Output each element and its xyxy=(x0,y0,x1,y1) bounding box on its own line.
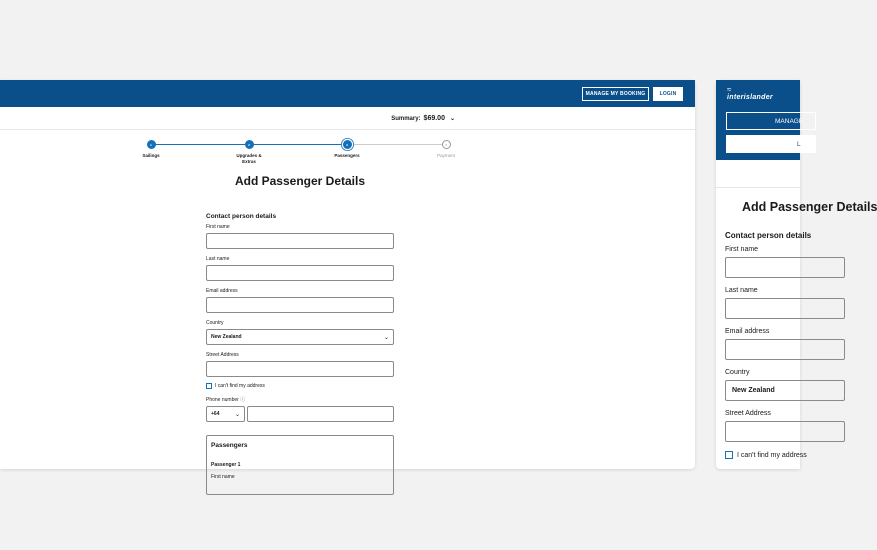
phone-code-value: +64 xyxy=(211,411,220,417)
mobile-summary-bar xyxy=(716,160,800,188)
summary-bar xyxy=(0,107,695,130)
chevron-down-icon: ⌄ xyxy=(234,411,240,418)
passengers-card xyxy=(206,435,394,495)
step-dot: 1 xyxy=(147,140,156,149)
mobile-email-label: Email address xyxy=(725,328,770,335)
cant-find-address-checkbox[interactable] xyxy=(206,383,394,389)
mobile-form xyxy=(725,200,877,459)
step-label: Payment xyxy=(437,153,455,158)
first-name-label: First name xyxy=(206,224,230,230)
step-sailings[interactable] xyxy=(121,140,181,159)
step-payment xyxy=(416,140,476,159)
chevron-down-icon: ⌄ xyxy=(383,334,389,341)
step-label: Sailings xyxy=(142,153,160,158)
login-button[interactable]: LOGIN xyxy=(653,87,683,101)
phone-label-row xyxy=(206,396,394,403)
mobile-login-button[interactable]: L xyxy=(726,135,816,153)
mobile-last-name-label: Last name xyxy=(725,287,758,294)
mobile-page-title: Add Passenger Details xyxy=(742,200,877,214)
phone-label: Phone number xyxy=(206,397,239,403)
last-name-field[interactable] xyxy=(206,265,394,281)
chevron-down-icon: ⌄ xyxy=(449,116,455,122)
summary-toggle[interactable] xyxy=(391,115,455,122)
ship-icon: ≈ xyxy=(727,85,732,94)
country-value: New Zealand xyxy=(211,334,242,340)
mobile-manage-booking-button[interactable]: MANAGE xyxy=(726,112,816,130)
mobile-first-name-field[interactable] xyxy=(725,257,845,278)
phone-number-field[interactable] xyxy=(247,406,394,422)
mobile-booking-panel xyxy=(716,80,877,469)
desktop-booking-panel xyxy=(0,80,695,480)
cant-find-address-label: I can't find my address xyxy=(215,383,265,389)
step-label: Passengers xyxy=(334,153,360,158)
country-label: Country xyxy=(206,320,224,326)
email-label: Email address xyxy=(206,288,238,294)
section-title: Contact person details xyxy=(206,213,277,220)
manage-booking-button[interactable]: MANAGE MY BOOKING xyxy=(582,87,649,101)
mobile-street-address-field[interactable] xyxy=(725,421,845,442)
first-name-field[interactable] xyxy=(206,233,394,249)
step-dot: 2 xyxy=(245,140,254,149)
passengers-title: Passengers xyxy=(211,442,248,449)
contact-details-form xyxy=(206,213,394,495)
mobile-cant-find-address-label: I can't find my address xyxy=(737,451,807,459)
mobile-country-label: Country xyxy=(725,369,750,376)
last-name-label: Last name xyxy=(206,256,230,262)
mobile-country-select[interactable]: New Zealand xyxy=(725,380,845,401)
interislander-logo[interactable] xyxy=(727,86,773,101)
mobile-street-address-label: Street Address xyxy=(725,410,771,417)
top-navigation-bar xyxy=(0,80,695,107)
step-dot: 4 xyxy=(442,140,451,149)
mobile-last-name-field[interactable] xyxy=(725,298,845,319)
step-upgrades-extras[interactable] xyxy=(219,140,279,165)
street-address-field[interactable] xyxy=(206,361,394,377)
progress-stepper xyxy=(0,140,695,170)
country-select[interactable] xyxy=(206,329,394,345)
page-title: Add Passenger Details xyxy=(234,174,366,188)
step-dot: 3 xyxy=(343,140,352,149)
email-field[interactable] xyxy=(206,297,394,313)
mobile-section-title: Contact person details xyxy=(725,231,812,240)
summary-amount: $69.00 xyxy=(423,115,445,122)
mobile-header xyxy=(716,80,804,160)
street-address-label: Street Address xyxy=(206,352,239,358)
summary-label: Summary: xyxy=(391,115,421,122)
mobile-cant-find-address-checkbox[interactable] xyxy=(725,451,845,459)
passenger-first-name-label: First name xyxy=(211,474,235,480)
passenger-heading: Passenger 1 xyxy=(211,462,241,468)
logo-text: interislander xyxy=(727,94,773,101)
step-passengers[interactable] xyxy=(317,140,377,159)
mobile-email-field[interactable] xyxy=(725,339,845,360)
checkbox-icon xyxy=(206,383,212,389)
phone-code-select[interactable] xyxy=(206,406,245,422)
phone-input-group xyxy=(206,406,394,422)
info-icon[interactable]: ⓘ xyxy=(240,397,246,403)
mobile-first-name-label: First name xyxy=(725,246,759,253)
step-label: Upgrades & Extras xyxy=(236,153,262,164)
checkbox-icon xyxy=(725,451,733,459)
